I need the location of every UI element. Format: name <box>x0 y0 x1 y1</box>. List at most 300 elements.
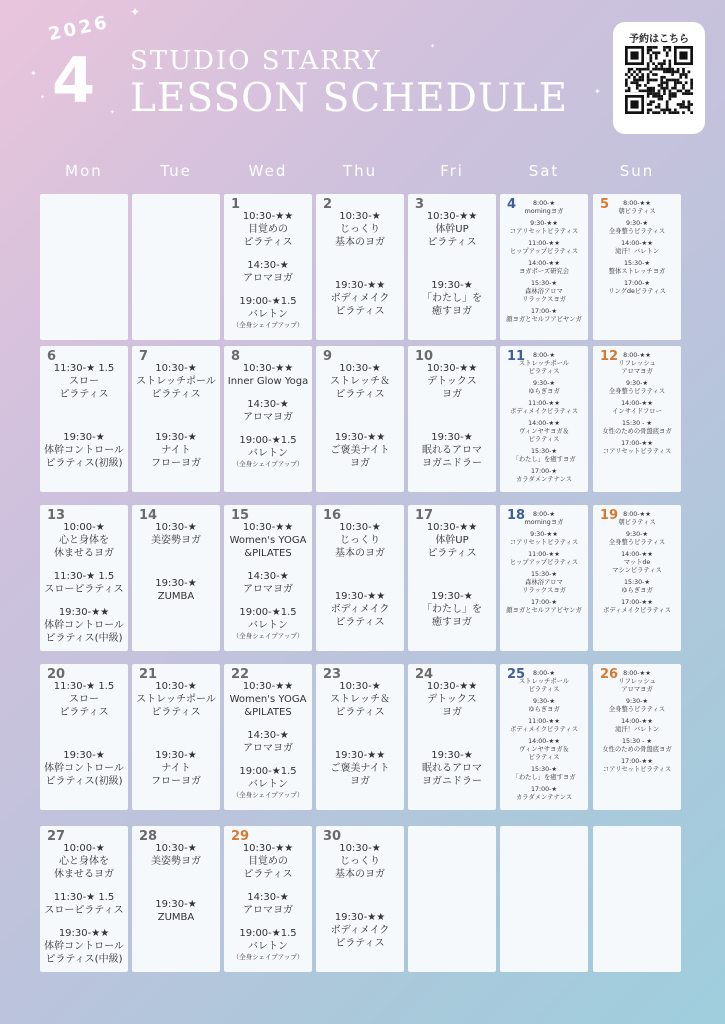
lesson-name: スロー <box>69 694 99 705</box>
lesson-block <box>316 431 404 470</box>
lesson-name: 休ませるヨガ <box>54 548 114 559</box>
day-cell-11 <box>500 346 588 492</box>
lesson-name: 女性のための骨盤底ヨガ <box>602 428 672 435</box>
lesson-name: ピラティス(中級) <box>45 954 123 965</box>
sparkle-icon: ✦ <box>40 94 46 101</box>
lesson-block <box>593 420 681 436</box>
lesson-block <box>593 380 681 396</box>
lesson-name: 美姿勢ヨガ <box>151 856 201 867</box>
lesson-block <box>500 352 588 376</box>
lesson-name: ボディメイクピラティス <box>509 408 578 415</box>
lesson-time: 17:00-★ <box>530 308 558 315</box>
lesson-block <box>500 786 588 802</box>
day-number: 25 <box>507 667 526 682</box>
lesson-block <box>593 352 681 376</box>
lesson-name: 森林浴アロマ <box>525 288 563 295</box>
lesson-name: リフレッシュ <box>618 678 656 685</box>
lesson-name: アロマヨガ <box>243 905 293 916</box>
day-cell-17 <box>408 505 496 651</box>
lesson-name: ピラティス <box>427 548 477 559</box>
lesson-time: 8:00-★★ <box>623 352 651 359</box>
lesson-name: ピラティス <box>528 368 560 375</box>
lesson-block <box>316 279 404 318</box>
lesson-name: ボディメイクピラティス <box>509 726 578 733</box>
lesson-name: 女性のための骨盤底ヨガ <box>602 746 672 753</box>
weekday-sat: Sat <box>528 162 560 180</box>
lesson-time: 8:00-★ <box>532 670 556 677</box>
day-number: 10 <box>415 349 434 364</box>
lesson-block <box>40 680 128 719</box>
lesson-time: 10:30-★ <box>339 843 381 854</box>
lesson-block <box>500 400 588 416</box>
lesson-time: 11:00-★★ <box>528 240 560 247</box>
lesson-name: 目覚めの <box>248 224 288 235</box>
lesson-time: 9:30-★ <box>625 531 649 538</box>
lesson-name: アロマヨガ <box>243 584 293 595</box>
lesson-block <box>408 749 496 788</box>
day-cell-26 <box>593 664 681 810</box>
lesson-name: フローヨガ <box>151 776 201 787</box>
lesson-block <box>408 210 496 249</box>
lesson-name: 森林浴アロマ <box>525 579 563 586</box>
day-cell-18 <box>500 505 588 651</box>
weekday-fri: Fri <box>440 162 464 180</box>
lesson-name: 「わたし」を <box>422 604 482 615</box>
lesson-block <box>593 670 681 694</box>
day-cell-27 <box>40 826 128 972</box>
lesson-name: リラックスヨガ <box>522 587 566 594</box>
lesson-time: 10:00-★ <box>63 843 105 854</box>
lesson-time: 9:30-★ <box>625 380 649 387</box>
lesson-time: 8:00-★ <box>532 352 556 359</box>
lesson-name: ナイト <box>161 763 191 774</box>
lesson-time: 17:00-★★ <box>621 758 653 765</box>
sparkle-icon: ✦ <box>30 69 37 78</box>
day-cell-24 <box>408 664 496 810</box>
lesson-time: 14:00-★★ <box>528 738 560 745</box>
lesson-name: コアリセットピラティス <box>602 448 672 455</box>
lesson-time: 10:30-★ <box>155 363 197 374</box>
lesson-name: ピラティス <box>528 686 560 693</box>
lesson-name: ストレッチポール <box>136 694 216 705</box>
day-number: 2 <box>323 197 333 212</box>
lesson-name: リラックスヨガ <box>522 296 566 303</box>
reservation-qr-panel[interactable] <box>613 22 705 134</box>
lesson-time: 19:00-★1.5 <box>239 296 297 307</box>
lesson-block <box>408 431 496 470</box>
lesson-time: 14:00-★★ <box>528 420 560 427</box>
day-number: 11 <box>507 349 526 364</box>
lesson-name: 「わたし」を癒すヨガ <box>512 774 576 781</box>
lesson-block <box>500 380 588 396</box>
lesson-name: ピラティス <box>151 389 201 400</box>
lesson-time: 10:30-★ <box>339 211 381 222</box>
day-cell-12 <box>593 346 681 492</box>
lesson-block <box>593 738 681 754</box>
month-number: 4 <box>52 44 96 117</box>
lesson-block <box>40 842 128 881</box>
sparkle-icon: ✦ <box>594 87 601 96</box>
lesson-block <box>500 766 588 782</box>
lesson-block <box>40 362 128 401</box>
lesson-block <box>500 698 588 714</box>
lesson-name: &PILATES <box>244 548 292 559</box>
lesson-name: ストレッチポール <box>136 376 216 387</box>
lesson-block <box>132 680 220 719</box>
lesson-block <box>316 210 404 249</box>
day-number: 9 <box>323 349 333 364</box>
lesson-time: 10:30-★ <box>339 681 381 692</box>
lesson-block <box>316 680 404 719</box>
lesson-block <box>224 434 312 469</box>
lesson-time: 10:30-★ <box>155 522 197 533</box>
weekday-thu: Thu <box>342 162 378 180</box>
lesson-time: 17:00-★ <box>530 468 558 475</box>
lesson-block <box>316 911 404 950</box>
lesson-block <box>224 606 312 641</box>
lesson-time: 11:30-★ 1.5 <box>53 363 115 374</box>
lesson-name: 滝汗！バレトン <box>614 726 660 733</box>
lesson-time: 11:00-★★ <box>528 718 560 725</box>
lesson-name: デトックス <box>427 694 477 705</box>
day-number: 5 <box>600 197 610 212</box>
lesson-time: 19:00-★1.5 <box>239 607 297 618</box>
lesson-block <box>500 260 588 276</box>
lesson-name: （全身シェイプアップ） <box>232 321 304 329</box>
lesson-name: 癒すヨガ <box>432 617 472 628</box>
lesson-name: 顔ヨガとセルフアビヤンガ <box>506 607 582 614</box>
lesson-time: 9:30-★ <box>625 698 649 705</box>
lesson-block <box>132 521 220 547</box>
lesson-time: 15:30-★ <box>623 579 651 586</box>
lesson-time: 15:30-★ <box>530 448 558 455</box>
lesson-name: ピラティス <box>335 938 385 949</box>
day-cell-9 <box>316 346 404 492</box>
day-cell-6 <box>40 346 128 492</box>
lesson-name: ボディメイクピラティス <box>602 607 671 614</box>
lesson-name: バレトン <box>248 448 288 459</box>
day-cell-8 <box>224 346 312 492</box>
lesson-name: 体幹コントロール <box>44 445 124 456</box>
lesson-name: &PILATES <box>244 707 292 718</box>
day-cell-7 <box>132 346 220 492</box>
lesson-name: 美姿勢ヨガ <box>151 535 201 546</box>
weekday-tue: Tue <box>160 162 192 180</box>
day-number: 20 <box>47 667 66 682</box>
lesson-time: 9:30-★★ <box>530 531 558 538</box>
lesson-name: ピラティス <box>335 707 385 718</box>
lesson-time: 19:30-★ <box>155 578 197 589</box>
lesson-time: 14:30-★ <box>247 260 289 271</box>
lesson-time: 10:30-★★ <box>426 522 478 533</box>
lesson-block <box>593 440 681 456</box>
day-number: 24 <box>415 667 434 682</box>
lesson-block <box>40 891 128 917</box>
lesson-time: 10:30-★ <box>155 681 197 692</box>
day-number: 4 <box>507 197 517 212</box>
lesson-name: 眠れるアロマ <box>422 445 482 456</box>
lesson-name: ピラティス <box>243 237 293 248</box>
lesson-time: 10:30-★★ <box>426 681 478 692</box>
lesson-name: 全身整うピラティス <box>608 388 666 395</box>
day-number: 30 <box>323 829 342 844</box>
lesson-name: ZUMBA <box>157 912 195 923</box>
lesson-time: 10:00-★ <box>63 522 105 533</box>
lesson-block <box>408 362 496 401</box>
lesson-name: ヒップアップピラティス <box>509 559 579 566</box>
lesson-block <box>316 749 404 788</box>
lesson-name: ストレッチ＆ <box>330 376 390 387</box>
lesson-block <box>593 220 681 236</box>
lesson-time: 14:30-★ <box>247 892 289 903</box>
lesson-block <box>224 927 312 962</box>
lesson-name: 全身整うピラティス <box>608 539 666 546</box>
day-number: 27 <box>47 829 66 844</box>
lesson-time: 19:30-★ <box>431 432 473 443</box>
lesson-time: 19:30-★★ <box>334 912 386 923</box>
lesson-block <box>408 680 496 719</box>
lesson-block <box>593 200 681 216</box>
lesson-name: ピラティス <box>427 237 477 248</box>
lesson-name: 整体ストレッチヨガ <box>608 268 666 275</box>
lesson-name: ピラティス <box>151 707 201 718</box>
lesson-time: 19:30-★★ <box>334 432 386 443</box>
lesson-name: スローピラティス <box>44 905 124 916</box>
day-number: 7 <box>139 349 149 364</box>
lesson-name: アロマヨガ <box>243 273 293 284</box>
lesson-name: 体幹コントロール <box>44 941 124 952</box>
lesson-name: 朝ピラティス <box>618 208 656 215</box>
day-cell-22 <box>224 664 312 810</box>
lesson-block <box>593 531 681 547</box>
lesson-block <box>40 570 128 596</box>
day-number: 18 <box>507 508 526 523</box>
lesson-time: 11:30-★ 1.5 <box>53 571 115 582</box>
lesson-name: 休ませるヨガ <box>54 869 114 880</box>
lesson-time: 9:30-★ <box>532 698 556 705</box>
lesson-name: 体幹UP <box>435 224 469 235</box>
lesson-block <box>40 521 128 560</box>
empty-day-cell <box>408 826 496 972</box>
day-cell-14 <box>132 505 220 651</box>
lesson-block <box>40 927 128 966</box>
lesson-block <box>132 362 220 401</box>
lesson-block <box>593 579 681 595</box>
studio-name: STUDIO STARRY <box>130 46 382 76</box>
lesson-name: ヨガニドラー <box>422 776 482 787</box>
lesson-name: 基本のヨガ <box>335 237 385 248</box>
lesson-block <box>316 842 404 881</box>
lesson-time: 10:30-★ <box>155 843 197 854</box>
lesson-time: 14:00-★★ <box>621 400 653 407</box>
lesson-name: 基本のヨガ <box>335 869 385 880</box>
lesson-time: 15:30-★ <box>530 571 558 578</box>
qr-code-icon[interactable] <box>625 46 693 114</box>
day-number: 28 <box>139 829 158 844</box>
lesson-time: 15:30-★ <box>530 280 558 287</box>
lesson-name: ストレッチポール <box>518 360 570 367</box>
lesson-block <box>500 448 588 464</box>
lesson-time: 14:00-★★ <box>621 551 653 558</box>
lesson-time: 9:30-★★ <box>530 220 558 227</box>
lesson-time: 14:30-★ <box>247 571 289 582</box>
day-cell-4 <box>500 194 588 340</box>
lesson-block <box>500 308 588 324</box>
lesson-block <box>500 738 588 762</box>
lesson-name: Women's YOGA <box>229 535 307 546</box>
qr-label: 予約はこちら <box>629 34 689 45</box>
lesson-name: ボディメイク <box>330 604 390 615</box>
lesson-name: アロマヨガ <box>243 743 293 754</box>
lesson-time: 19:00-★1.5 <box>239 435 297 446</box>
day-cell-25 <box>500 664 588 810</box>
lesson-name: 滝汗！バレトン <box>614 248 660 255</box>
lesson-block <box>224 891 312 917</box>
lesson-time: 19:30-★★ <box>58 607 110 618</box>
lesson-block <box>40 606 128 645</box>
lesson-block <box>593 551 681 575</box>
lesson-time: 10:30-★★ <box>242 681 294 692</box>
lesson-block <box>132 898 220 924</box>
lesson-time: 15:30-★ <box>530 766 558 773</box>
lesson-time: 17:00-★★ <box>621 440 653 447</box>
lesson-name: バレトン <box>248 309 288 320</box>
lesson-block <box>408 590 496 629</box>
lesson-time: 10:30-★★ <box>426 363 478 374</box>
lesson-time: 10:30-★★ <box>242 211 294 222</box>
lesson-name: Women's YOGA <box>229 694 307 705</box>
lesson-name: 「わたし」を癒すヨガ <box>512 456 576 463</box>
lesson-name: ピラティス(初級) <box>45 458 123 469</box>
lesson-block <box>224 259 312 285</box>
lesson-time: 14:00-★★ <box>621 718 653 725</box>
lesson-time: 17:00-★ <box>530 599 558 606</box>
lesson-name: ピラティス <box>59 389 109 400</box>
lesson-block <box>224 362 312 388</box>
lesson-time: 15:30-★ <box>623 260 651 267</box>
lesson-time: 19:30-★★ <box>58 928 110 939</box>
lesson-time: 9:30-★ <box>625 220 649 227</box>
lesson-name: ピラティス <box>335 306 385 317</box>
lesson-name: ヴィンヤサヨガ＆ <box>519 428 569 435</box>
lesson-name: ヨガニドラー <box>422 458 482 469</box>
lesson-time: 8:00-★ <box>532 200 556 207</box>
day-number: 6 <box>47 349 57 364</box>
lesson-name: morningヨガ <box>524 208 564 215</box>
sparkle-icon: ✦ <box>430 43 436 50</box>
lesson-time: 8:00-★ <box>532 511 556 518</box>
lesson-block <box>408 279 496 318</box>
day-number: 3 <box>415 197 425 212</box>
lesson-name: ゆらぎヨガ <box>621 587 653 594</box>
lesson-time: 19:30-★★ <box>334 591 386 602</box>
lesson-block <box>132 749 220 788</box>
lesson-time: 8:00-★★ <box>623 200 651 207</box>
lesson-name: アロマヨガ <box>243 412 293 423</box>
lesson-time: 10:30-★★ <box>426 211 478 222</box>
lesson-name: リフレッシュ <box>618 360 656 367</box>
lesson-block <box>224 210 312 249</box>
lesson-block <box>500 420 588 444</box>
lesson-block <box>593 400 681 416</box>
lesson-name: リングdeピラティス <box>608 288 666 295</box>
day-cell-5 <box>593 194 681 340</box>
lesson-name: ピラティス(中級) <box>45 633 123 644</box>
year-label: 2026 <box>46 11 112 46</box>
lesson-block <box>40 431 128 470</box>
lesson-block <box>593 758 681 774</box>
lesson-time: 11:00-★★ <box>528 551 560 558</box>
day-cell-3 <box>408 194 496 340</box>
lesson-block <box>40 749 128 788</box>
lesson-time: 15:30 - ★ <box>621 420 653 427</box>
lesson-block <box>224 570 312 596</box>
sparkle-icon: ✦ <box>110 109 116 116</box>
lesson-time: 17:00-★★ <box>621 599 653 606</box>
lesson-block <box>500 280 588 304</box>
lesson-block <box>224 680 312 719</box>
lesson-time: 19:30-★ <box>63 750 105 761</box>
lesson-name: Inner Glow Yoga <box>227 376 309 387</box>
lesson-name: ピラティス(初級) <box>45 776 123 787</box>
lesson-block <box>500 511 588 527</box>
lesson-block <box>316 590 404 629</box>
lesson-name: 「わたし」を <box>422 293 482 304</box>
lesson-name: ゆらぎヨガ <box>528 388 560 395</box>
lesson-name: デトックス <box>427 376 477 387</box>
lesson-time: 11:30-★ 1.5 <box>53 892 115 903</box>
day-cell-29 <box>224 826 312 972</box>
lesson-time: 14:00-★★ <box>621 240 653 247</box>
day-cell-1 <box>224 194 312 340</box>
lesson-name: 全身整うピラティス <box>608 228 666 235</box>
lesson-block <box>500 220 588 236</box>
lesson-name: 体幹コントロール <box>44 763 124 774</box>
lesson-time: 19:00-★1.5 <box>239 766 297 777</box>
lesson-name: 眠れるアロマ <box>422 763 482 774</box>
lesson-name: ご褒美ナイト <box>330 445 390 456</box>
lesson-name: バレトン <box>248 779 288 790</box>
lesson-name: ヒップアップピラティス <box>509 248 579 255</box>
lesson-name: （全身シェイプアップ） <box>232 632 304 640</box>
lesson-block <box>500 531 588 547</box>
lesson-name: マットde <box>623 559 651 566</box>
day-cell-13 <box>40 505 128 651</box>
lesson-time: 17:00-★ <box>623 280 651 287</box>
day-cell-16 <box>316 505 404 651</box>
lesson-time: 14:30-★ <box>247 399 289 410</box>
lesson-name: ピラティス <box>59 707 109 718</box>
lesson-name: 全身整うピラティス <box>608 706 666 713</box>
lesson-name: フローヨガ <box>151 458 201 469</box>
lesson-name: じっくり <box>340 856 380 867</box>
lesson-block <box>500 571 588 595</box>
lesson-time: 19:30-★ <box>63 432 105 443</box>
lesson-time: 14:30-★ <box>247 730 289 741</box>
lesson-name: バレトン <box>248 941 288 952</box>
lesson-name: ご褒美ナイト <box>330 763 390 774</box>
lesson-block <box>224 398 312 424</box>
lesson-time: 11:00-★★ <box>528 400 560 407</box>
lesson-block <box>593 511 681 527</box>
lesson-block <box>224 295 312 330</box>
day-cell-15 <box>224 505 312 651</box>
lesson-name: （全身シェイプアップ） <box>232 460 304 468</box>
day-cell-2 <box>316 194 404 340</box>
lesson-name: 朝ピラティス <box>618 519 656 526</box>
lesson-block <box>224 521 312 560</box>
lesson-block <box>593 698 681 714</box>
